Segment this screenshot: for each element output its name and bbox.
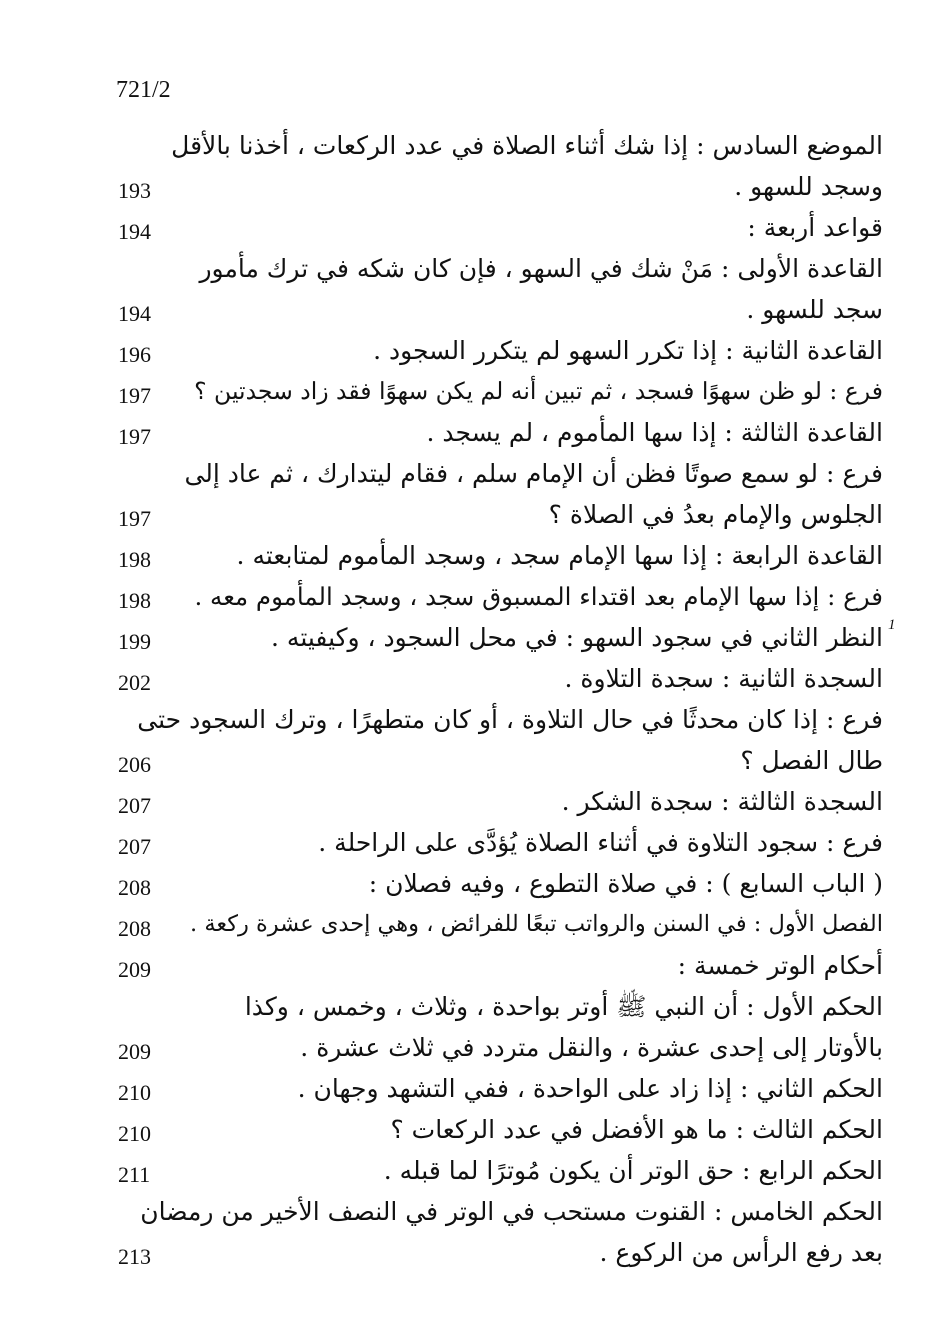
index-entry (0, 207, 931, 248)
index-entry (0, 453, 931, 494)
entry-text: الحكم الخامس : القنوت مستحب في الوتر في النصف الأخير من رمضان (140, 1197, 883, 1226)
page-reference: 721/2 (116, 77, 171, 103)
index-entry (0, 904, 931, 945)
index-entry (0, 248, 931, 289)
page-number: 198 (118, 547, 151, 572)
index-entry (0, 1191, 931, 1232)
index-entry (0, 658, 931, 699)
index-entry (0, 740, 931, 781)
index-entry (0, 371, 931, 412)
entry-text: فرع : إذا كان محدثًا في حال التلاوة ، أو كان متطهرًا ، وترك السجود حتى (137, 705, 883, 734)
page-number: 210 (118, 1080, 151, 1105)
entry-text: وسجد للسهو . (734, 172, 883, 201)
page-number: 194 (118, 301, 151, 326)
index-entry (0, 699, 931, 740)
entry-text: الفصل الأول : في السنن والرواتب تبعًا للفرائض ، وهي إحدى عشرة ركعة . (190, 911, 883, 937)
entry-text: سجد للسهو . (746, 295, 883, 324)
entry-text: الحكم الثاني : إذا زاد على الواحدة ، ففي التشهد وجهان . (297, 1074, 883, 1103)
entry-text: السجدة الثانية : سجدة التلاوة . (564, 664, 883, 693)
index-entry (0, 1150, 931, 1191)
index-entry (0, 617, 931, 658)
entry-text: فرع : لو ظن سهوًا فسجد ، ثم تبين أنه لم يكن سهوًا فقد زاد سجدتين ؟ (194, 377, 883, 405)
entry-text: الجلوس والإمام بعدُ في الصلاة ؟ (548, 500, 883, 529)
entry-text: أحكام الوتر خمسة : (677, 951, 883, 980)
page-number: 197 (118, 424, 151, 449)
page-number: 207 (118, 834, 151, 859)
margin-mark: 1 (888, 617, 896, 633)
page-number: 208 (118, 875, 151, 900)
index-entry (0, 1068, 931, 1109)
page-number: 211 (118, 1162, 151, 1187)
index-entry (0, 330, 931, 371)
index-entry (0, 166, 931, 207)
page-number: 208 (118, 916, 151, 941)
page-number: 199 (118, 629, 151, 654)
index-entry (0, 822, 931, 863)
index-entry (0, 576, 931, 617)
page-number: 193 (118, 178, 151, 203)
page-number: 202 (118, 670, 151, 695)
entry-text: السجدة الثالثة : سجدة الشكر . (561, 787, 883, 816)
page-number: 197 (118, 506, 151, 531)
index-entry (0, 289, 931, 330)
index-entry (0, 1232, 931, 1273)
entry-text: القاعدة الأولى : مَنْ شك في السهو ، فإن كان شكه في ترك مأمور (199, 254, 883, 283)
index-entry (0, 494, 931, 535)
entry-text: فرع : لو سمع صوتًا فظن أن الإمام سلم ، فقام ليتدارك ، ثم عاد إلى (184, 459, 883, 488)
entry-text: الحكم الثالث : ما هو الأفضل في عدد الركعات ؟ (390, 1115, 883, 1144)
page-number: 197 (118, 383, 151, 408)
page-number: 206 (118, 752, 151, 777)
entry-text: طال الفصل ؟ (740, 746, 883, 775)
index-entry (0, 945, 931, 986)
page-number: 213 (118, 1244, 151, 1269)
entry-text: القاعدة الثانية : إذا تكرر السهو لم يتكرر السجود . (373, 336, 883, 365)
entry-text: القاعدة الرابعة : إذا سها الإمام سجد ، وسجد المأموم لمتابعته . (236, 541, 883, 570)
page-number: 209 (118, 1039, 151, 1064)
index-entry (0, 125, 931, 166)
page-number: 194 (118, 219, 151, 244)
entry-text: النظر الثاني في سجود السهو : في محل السجود ، وكيفيته . (271, 623, 883, 652)
entry-text: الحكم الرابع : حق الوتر أن يكون مُوترًا لما قبله . (383, 1156, 883, 1185)
entry-text: القاعدة الثالثة : إذا سها المأموم ، لم يسجد . (426, 418, 883, 447)
index-entry (0, 863, 931, 904)
page-number: 198 (118, 588, 151, 613)
index-entries (0, 125, 931, 1273)
page-number: 209 (118, 957, 151, 982)
index-entry (0, 535, 931, 576)
entry-text: فرع : سجود التلاوة في أثناء الصلاة يُؤدَّى على الراحلة . (318, 828, 883, 857)
page-number: 207 (118, 793, 151, 818)
index-entry (0, 412, 931, 453)
page-number: 196 (118, 342, 151, 367)
entry-text: بالأوتار إلى إحدى عشرة ، والنقل متردد في ثلاث عشرة . (300, 1033, 883, 1062)
page-number: 210 (118, 1121, 151, 1146)
entry-text: بعد رفع الرأس من الركوع . (599, 1238, 883, 1267)
entry-text: ( الباب السابع ) : في صلاة التطوع ، وفيه فصلان : (368, 869, 883, 898)
index-entry (0, 986, 931, 1027)
entry-text: فرع : إذا سها الإمام بعد اقتداء المسبوق سجد ، وسجد المأموم معه . (194, 582, 883, 611)
index-entry (0, 1109, 931, 1150)
index-entry (0, 1027, 931, 1068)
entry-text: الموضع السادس : إذا شك أثناء الصلاة في عدد الركعات ، أخذنا بالأقل (171, 131, 883, 160)
entry-text: الحكم الأول : أن النبي ﷺ أوتر بواحدة ، وثلاث ، وخمس ، وكذا (244, 992, 883, 1021)
entry-text: قواعد أربعة : (747, 213, 883, 242)
index-entry (0, 781, 931, 822)
